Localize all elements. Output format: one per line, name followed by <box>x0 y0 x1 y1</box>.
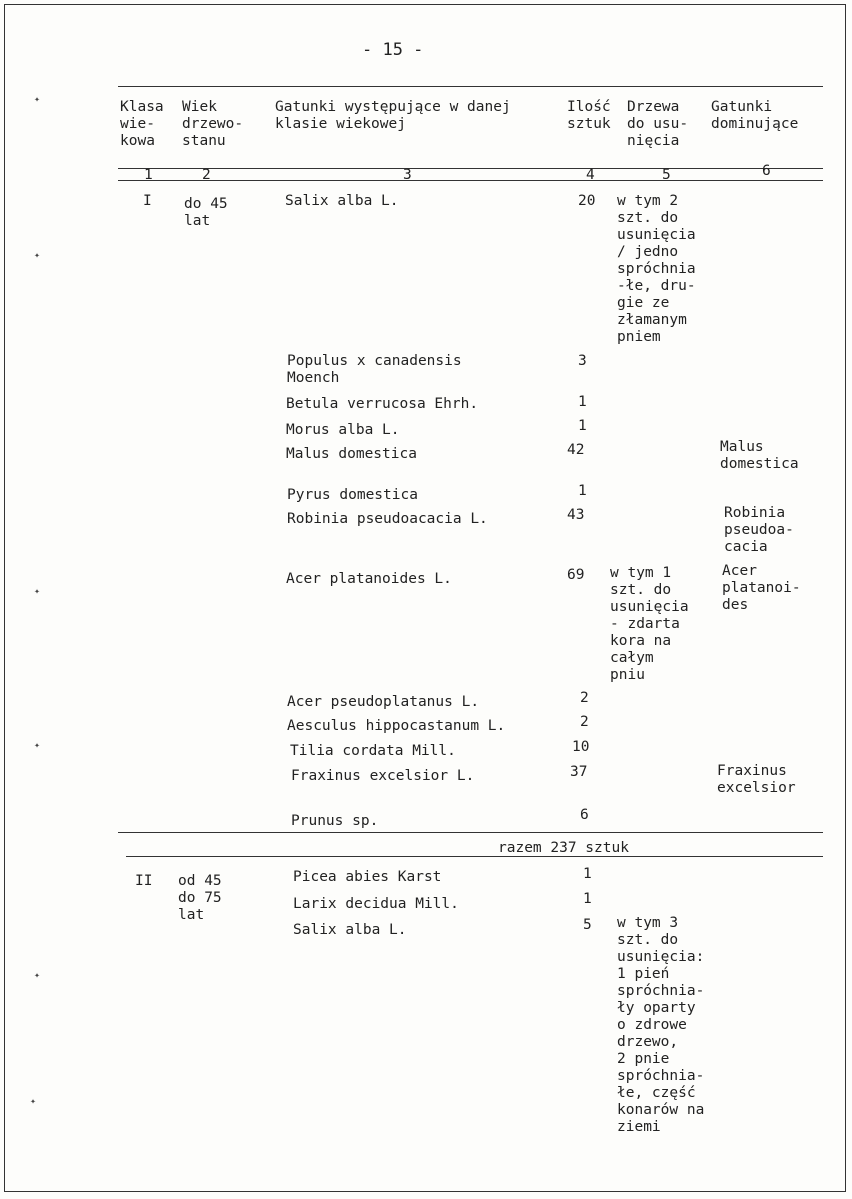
subtotal-bottom-rule <box>126 856 823 857</box>
count-value: 43 <box>567 507 585 523</box>
page-number: - 15 - <box>362 40 424 60</box>
header-wiek: Wiek drzewo- stanu <box>182 99 244 149</box>
removal-note: w tym 1 szt. do usunięcia - zdarta kora na całym pniu <box>610 565 689 683</box>
count-value: 10 <box>572 739 590 755</box>
col-number: 5 <box>662 167 671 183</box>
header-rule <box>118 168 823 169</box>
species-name: Pyrus domestica <box>287 487 418 503</box>
species-name: Acer platanoides L. <box>286 571 452 587</box>
dominant-species: Robinia pseudoa- cacia <box>724 505 794 555</box>
count-value: 1 <box>578 483 587 499</box>
header-drzewa: Drzewa do usu- nięcia <box>627 99 689 149</box>
margin-mark-icon: ✦ <box>34 94 41 105</box>
species-name: Acer pseudoplatanus L. <box>287 694 480 710</box>
header-gatunki: Gatunki występujące w danej klasie wiekowej <box>275 99 511 132</box>
margin-mark-icon: ✦ <box>34 586 41 597</box>
table-top-rule <box>118 86 823 87</box>
header-ilosc: Ilość sztuk <box>567 99 611 132</box>
count-value: 37 <box>570 764 588 780</box>
col-number: 4 <box>586 167 595 183</box>
subtotal: razem 237 sztuk <box>498 840 629 856</box>
dominant-species: Malus domestica <box>720 439 799 472</box>
species-name: Larix decidua Mill. <box>293 896 459 912</box>
col-number: 3 <box>403 167 412 183</box>
margin-mark-icon: ✦ <box>34 740 41 751</box>
species-name: Betula verrucosa Ehrh. <box>286 396 479 412</box>
dominant-species: Acer platanoi- des <box>722 563 801 613</box>
age-range: od 45 do 75 lat <box>178 873 222 923</box>
count-value: 2 <box>580 690 589 706</box>
count-value: 1 <box>578 394 587 410</box>
subtotal-top-rule <box>118 832 823 833</box>
col-number-rule <box>118 180 823 181</box>
species-name: Malus domestica <box>286 446 417 462</box>
count-value: 69 <box>567 567 585 583</box>
col-number: 6 <box>762 163 771 179</box>
count-value: 1 <box>578 418 587 434</box>
header-dominujace: Gatunki dominujące <box>711 99 799 132</box>
page-border <box>4 4 846 1192</box>
species-name: Picea abies Karst <box>293 869 442 885</box>
dominant-species: Fraxinus excelsior <box>717 763 796 796</box>
col-number: 2 <box>202 167 211 183</box>
header-klasa: Klasa wie- kowa <box>120 99 164 149</box>
species-name: Tilia cordata Mill. <box>290 743 456 759</box>
count-value: 3 <box>578 353 587 369</box>
count-value: 2 <box>580 714 589 730</box>
removal-note: w tym 2 szt. do usunięcia / jedno spróchnia -łe, dru- gie ze złamanym pniem <box>617 193 696 345</box>
count-value: 1 <box>583 866 592 882</box>
class-label: II <box>135 873 153 889</box>
species-name: Populus x canadensis Moench <box>287 353 462 386</box>
species-name: Morus alba L. <box>286 422 400 438</box>
margin-mark-icon: ✦ <box>34 250 41 261</box>
class-label: I <box>143 193 152 209</box>
count-value: 42 <box>567 442 585 458</box>
count-value: 1 <box>583 891 592 907</box>
species-name: Robinia pseudoacacia L. <box>287 511 488 527</box>
removal-note: w tym 3 szt. do usunięcia: 1 pień spróchnia- ły oparty o zdrowe drzewo, 2 pnie spróchnia- łe, część konarów na ziemi <box>617 915 705 1135</box>
species-name: Aesculus hippocastanum L. <box>287 718 506 734</box>
species-name: Salix alba L. <box>293 922 407 938</box>
age-range: do 45 lat <box>184 196 228 229</box>
count-value: 5 <box>583 917 592 933</box>
margin-mark-icon: ✦ <box>30 1096 37 1107</box>
species-name: Prunus sp. <box>291 813 379 829</box>
count-value: 6 <box>580 807 589 823</box>
count-value: 20 <box>578 193 596 209</box>
margin-mark-icon: ✦ <box>34 970 41 981</box>
species-name: Fraxinus excelsior L. <box>291 768 475 784</box>
col-number: 1 <box>144 167 153 183</box>
species-name: Salix alba L. <box>285 193 399 209</box>
